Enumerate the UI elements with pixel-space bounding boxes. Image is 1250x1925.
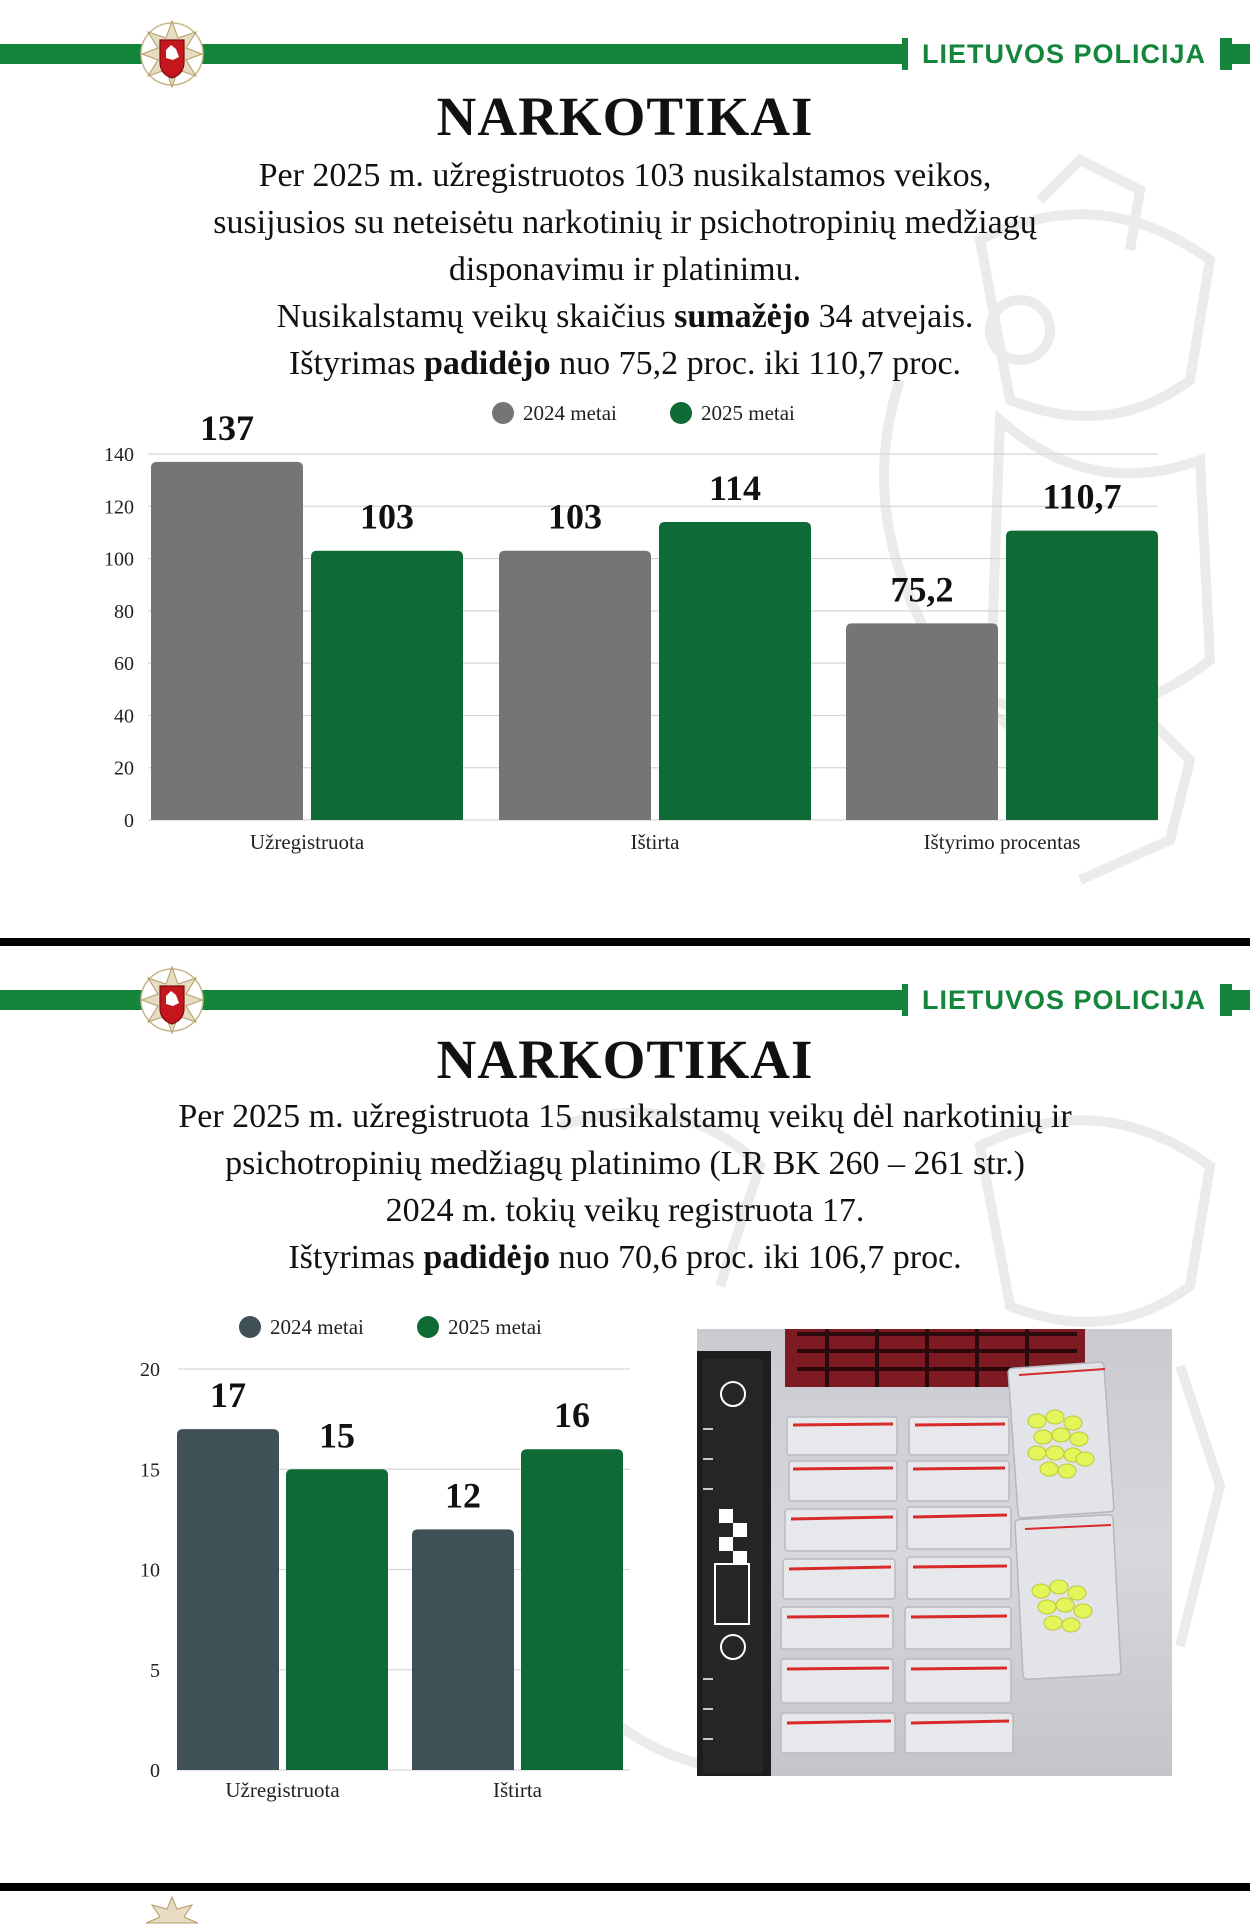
y-tick-label: 10 — [140, 1559, 160, 1582]
slide-separator — [0, 938, 1250, 946]
intro-text: Nusikalstamų veikų skaičius — [276, 298, 675, 335]
lithuanian-police-star-emblem-icon — [146, 1895, 198, 1925]
slide-1 — [0, 0, 1250, 938]
organization-label: LIETUVOS POLICIJA — [902, 38, 1232, 70]
bar-value-label: 114 — [708, 467, 762, 508]
next-slide-stub — [0, 1891, 1250, 1925]
lithuanian-police-star-emblem-icon — [140, 964, 204, 1036]
intro-text: 34 atvejais. — [810, 298, 974, 335]
legend-label: 2024 metai — [523, 401, 617, 425]
intro-text: nuo 75,2 proc. iki 110,7 proc. — [550, 345, 962, 382]
slide-separator — [0, 1883, 1250, 1891]
bar — [659, 522, 811, 820]
y-tick-label: 5 — [150, 1659, 160, 1682]
y-tick-label: 60 — [114, 653, 134, 676]
y-tick-label: 140 — [104, 444, 134, 466]
bar — [499, 551, 651, 820]
x-category-label: Ištirta — [630, 830, 680, 854]
legend-label: 2025 metai — [701, 401, 795, 425]
bar-value-label: 75,2 — [890, 569, 954, 610]
organization-label: LIETUVOS POLICIJA — [902, 984, 1232, 1016]
intro-line: disponavimu ir platinimu. — [448, 251, 802, 288]
x-category-label: Ištyrimo procentas — [923, 830, 1081, 854]
bar — [846, 623, 998, 820]
seized-drug-bags-photo-icon — [697, 1329, 1172, 1776]
bar-value-label: 15 — [319, 1415, 355, 1456]
y-tick-label: 20 — [140, 1359, 160, 1381]
bar-value-label: 12 — [445, 1475, 481, 1516]
y-tick-label: 15 — [140, 1459, 160, 1482]
legend-label: 2025 metai — [448, 1315, 542, 1339]
bar-value-label: 137 — [200, 407, 254, 448]
x-category-label: Užregistruota — [249, 830, 365, 854]
intro-line: Per 2025 m. užregistruota 15 nusikalstamų veikų dėl narkotinių ir — [178, 1098, 1072, 1135]
bar-value-label: 103 — [548, 496, 602, 537]
intro-emphasis: padidėjo — [423, 345, 551, 382]
slide-2-intro — [40, 1093, 1210, 1281]
slide-1-title: NARKOTIKAI — [436, 86, 814, 147]
intro-text: nuo 70,6 proc. iki 106,7 proc. — [549, 1239, 962, 1276]
intro-line: Per 2025 m. užregistruotos 103 nusikalstamos veikos, — [258, 157, 992, 194]
intro-emphasis: sumažėjo — [674, 298, 811, 335]
legend-marker — [670, 402, 692, 424]
seized-drug-bags-photo-drawing — [697, 1329, 1172, 1776]
y-tick-label: 0 — [150, 1760, 160, 1782]
slide-2-title: NARKOTIKAI — [436, 1029, 814, 1090]
intro-emphasis: padidėjo — [423, 1239, 550, 1276]
bar-value-label: 16 — [554, 1395, 590, 1436]
bar-value-label: 110,7 — [1042, 476, 1122, 517]
y-tick-label: 100 — [104, 548, 134, 571]
x-category-label: Užregistruota — [225, 1778, 340, 1802]
y-tick-label: 40 — [114, 705, 134, 728]
bar — [1006, 531, 1158, 820]
bar — [311, 551, 463, 820]
x-category-label: Ištirta — [493, 1778, 542, 1802]
intro-text: Ištyrimas — [288, 1239, 424, 1276]
bar-chart-registered-investigated — [0, 0, 1250, 938]
bar-value-label: 17 — [210, 1375, 246, 1416]
bar — [151, 462, 303, 820]
intro-line: psichotropinių medžiagų platinimo (LR BK 260 – 261 str.) — [225, 1145, 1025, 1182]
y-tick-label: 80 — [114, 600, 134, 623]
legend-marker — [492, 402, 514, 424]
y-tick-label: 0 — [124, 810, 134, 832]
intro-line: 2024 m. tokių veikų registruota 17. — [385, 1192, 865, 1229]
intro-line: susijusios su neteisėtu narkotinių ir psichotropinių medžiagų — [213, 204, 1037, 241]
legend-label: 2024 metai — [270, 1315, 364, 1339]
bar-value-label: 103 — [360, 496, 414, 537]
y-tick-label: 20 — [114, 757, 134, 780]
y-tick-label: 120 — [104, 496, 134, 519]
intro-line — [40, 1234, 1210, 1281]
intro-text: Ištyrimas — [288, 345, 424, 382]
